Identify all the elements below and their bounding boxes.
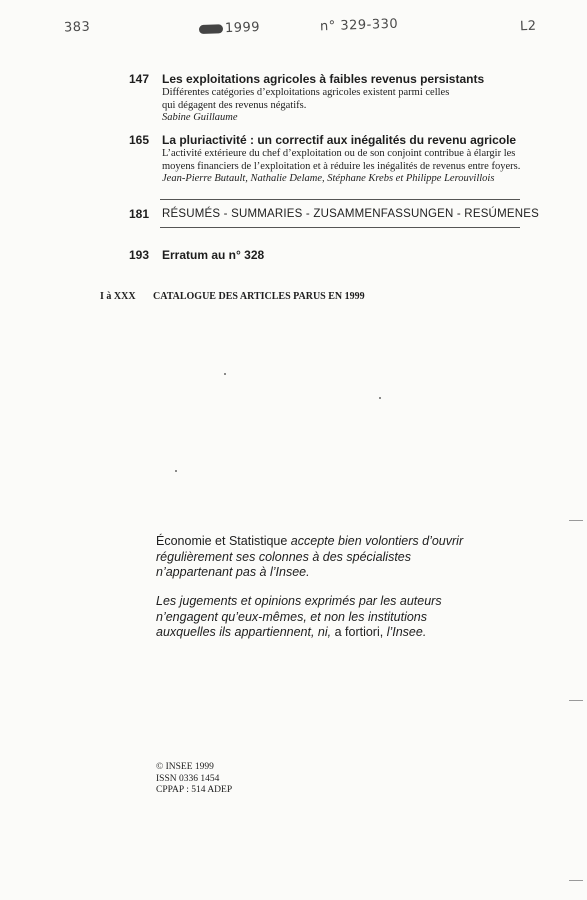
statement-line bbox=[156, 625, 516, 641]
toc-author: Sabine Guillaume bbox=[162, 112, 238, 123]
toc-entry-body bbox=[162, 207, 547, 222]
toc-entry-catalogue bbox=[100, 291, 365, 302]
copyright-line: © INSEE 1999 bbox=[156, 762, 214, 772]
toc-entry-body bbox=[162, 72, 547, 125]
statement-text: a fortiori, bbox=[334, 625, 384, 639]
toc-description-line: L’activité extérieure du chef d’exploitation ou de son conjoint contribue à élargir les bbox=[162, 148, 516, 159]
page-edge-mark bbox=[569, 520, 583, 521]
editorial-statement-1 bbox=[156, 534, 516, 581]
toc-description-line: Différentes catégories d’exploitations agricoles existent parmi celles bbox=[162, 87, 450, 98]
issn-line: ISSN 0336 1454 bbox=[156, 773, 220, 784]
divider-rule bbox=[160, 199, 520, 200]
statement-line: Les jugements et opinions exprimés par les auteurs bbox=[156, 594, 442, 608]
cppap-line: CPPAP : 514 ADEP bbox=[156, 785, 233, 795]
scan-speck bbox=[175, 470, 177, 472]
page-edge-mark bbox=[569, 700, 583, 701]
toc-title: CATALOGUE DES ARTICLES PARUS EN 1999 bbox=[153, 291, 365, 302]
toc-description-line: qui dégagent des revenus négatifs. bbox=[162, 99, 307, 111]
toc-entry-165 bbox=[117, 133, 547, 186]
handwritten-ref-383: 383 bbox=[63, 19, 91, 36]
toc-entry-body bbox=[162, 133, 547, 186]
handwritten-ref-1999 bbox=[199, 20, 261, 37]
toc-page-number: 181 bbox=[128, 207, 149, 221]
handwritten-ref-l2: L2 bbox=[519, 18, 537, 35]
page-edge-mark bbox=[569, 880, 583, 881]
toc-title: RÉSUMÉS - SUMMARIES - ZUSAMMENFASSUNGEN - RESÚMENES bbox=[162, 208, 539, 220]
statement-text: auxquelles ils appartiennent, ni, bbox=[156, 625, 335, 639]
toc-title: Erratum au n° 328 bbox=[162, 248, 265, 262]
toc-page-number: 193 bbox=[128, 248, 149, 262]
statement-line: n’appartenant pas à l’Insee. bbox=[156, 565, 310, 579]
scan-speck bbox=[379, 397, 381, 399]
statement-line: n’engagent qu’eux-mêmes, et non les institutions bbox=[156, 609, 427, 624]
toc-author: Jean-Pierre Butault, Nathalie Delame, Stéphane Krebs et Philippe Lerouvillois bbox=[162, 173, 495, 184]
editorial-statement-2 bbox=[156, 594, 516, 641]
scan-speck bbox=[224, 373, 226, 375]
statement-text: l’Insee. bbox=[383, 625, 427, 639]
copyright-block bbox=[156, 762, 232, 797]
toc-page-number: 165 bbox=[128, 133, 149, 147]
toc-entry-181 bbox=[117, 207, 547, 222]
toc-title: Les exploitations agricoles à faibles revenus persistants bbox=[162, 72, 485, 86]
toc-page-number: 147 bbox=[128, 72, 149, 86]
toc-entry-193 bbox=[117, 248, 547, 263]
statement-line: régulièrement ses colonnes à des spécialistes bbox=[156, 549, 411, 564]
toc-title: La pluriactivité : un correctif aux inégalités du revenu agricole bbox=[162, 133, 517, 147]
toc-description-line: moyens financiers de l’exploitation et à réduire les inégalités de revenus entre foyers. bbox=[162, 160, 521, 172]
scribble-mark bbox=[199, 24, 223, 34]
statement-line bbox=[156, 534, 516, 550]
handwritten-ref-issue: n° 329-330 bbox=[319, 16, 399, 35]
journal-name: Économie et Statistique bbox=[156, 534, 288, 548]
statement-text: accepte bien volontiers d’ouvrir bbox=[287, 534, 464, 548]
handwritten-year: 1999 bbox=[224, 19, 261, 37]
toc-entry-body bbox=[162, 248, 547, 263]
toc-page-range: I à XXX bbox=[100, 291, 136, 302]
divider-rule bbox=[160, 227, 520, 228]
toc-entry-147 bbox=[117, 72, 547, 125]
